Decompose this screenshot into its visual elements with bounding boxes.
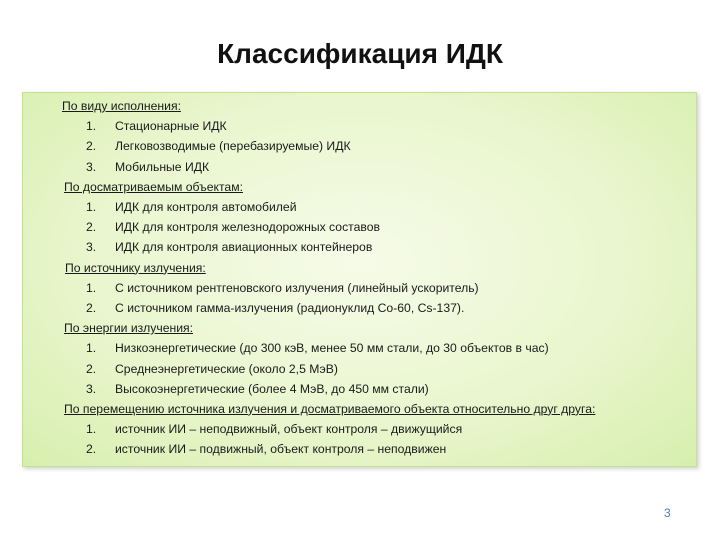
slide-title: Классификация ИДК	[217, 38, 503, 69]
item-number: 1.	[86, 341, 97, 356]
item-text: С источником рентгеновского излучения (линейный ускоритель)	[115, 280, 479, 295]
section-heading-radiation-source: По источнику излучения:	[65, 260, 206, 275]
item-text: источник ИИ – неподвижный, объект контроля – движущийся	[115, 422, 463, 437]
item-number: 3.	[86, 381, 97, 396]
section-heading-radiation-energy: По энергии излучения:	[64, 321, 193, 336]
item-text: Стационарные ИДК	[115, 119, 227, 134]
item-number: 2.	[86, 442, 97, 457]
item-text: ИДК для контроля авиационных контейнеров	[115, 240, 373, 255]
list-item	[62, 197, 692, 217]
item-number: 1.	[86, 199, 97, 214]
item-number: 1.	[86, 280, 97, 295]
classification-list	[62, 96, 692, 459]
section-heading-execution-type: По виду исполнения:	[62, 99, 181, 113]
item-number: 3.	[86, 240, 97, 255]
item-number: 2.	[86, 220, 97, 235]
list-item	[62, 157, 692, 177]
item-number: 2.	[86, 361, 97, 376]
page-number: 3	[664, 506, 671, 520]
item-number: 2.	[86, 300, 97, 315]
list-item	[62, 217, 692, 237]
list-item	[62, 338, 692, 358]
item-number: 2.	[86, 139, 97, 154]
list-item	[62, 298, 692, 318]
list-item	[62, 116, 692, 136]
item-number: 1.	[86, 119, 97, 134]
section-heading-relative-movement: По перемещению источника излучения и досматриваемого объекта относительно друг друга:	[64, 401, 596, 416]
item-text: ИДК для контроля автомобилей	[115, 199, 297, 214]
list-item	[62, 379, 692, 399]
list-item	[62, 439, 692, 459]
item-text: Высокоэнергетические (более 4 МэВ, до 450 мм стали)	[115, 381, 429, 396]
item-text: Легковозводимые (перебазируемые) ИДК	[115, 139, 351, 154]
list-item	[62, 419, 692, 439]
list-item	[62, 278, 692, 298]
item-text: ИДК для контроля железнодорожных составов	[115, 220, 380, 235]
item-text: источник ИИ – подвижный, объект контроля – неподвижен	[115, 442, 447, 457]
list-item	[62, 136, 692, 156]
item-text: С источником гамма-излучения (радионуклид Со-60, Cs-137).	[115, 300, 465, 315]
item-text: Низкоэнергетические (до 300 кэВ, менее 50 мм стали, до 30 объектов в час)	[115, 341, 549, 356]
item-text: Среднеэнергетические (около 2,5 МэВ)	[115, 361, 338, 376]
list-item	[62, 359, 692, 379]
section-heading-inspected-objects: По досматриваемым объектам:	[64, 179, 243, 194]
item-text: Мобильные ИДК	[115, 159, 210, 174]
item-number: 3.	[86, 159, 97, 174]
list-item	[62, 237, 692, 257]
item-number: 1.	[86, 422, 97, 437]
